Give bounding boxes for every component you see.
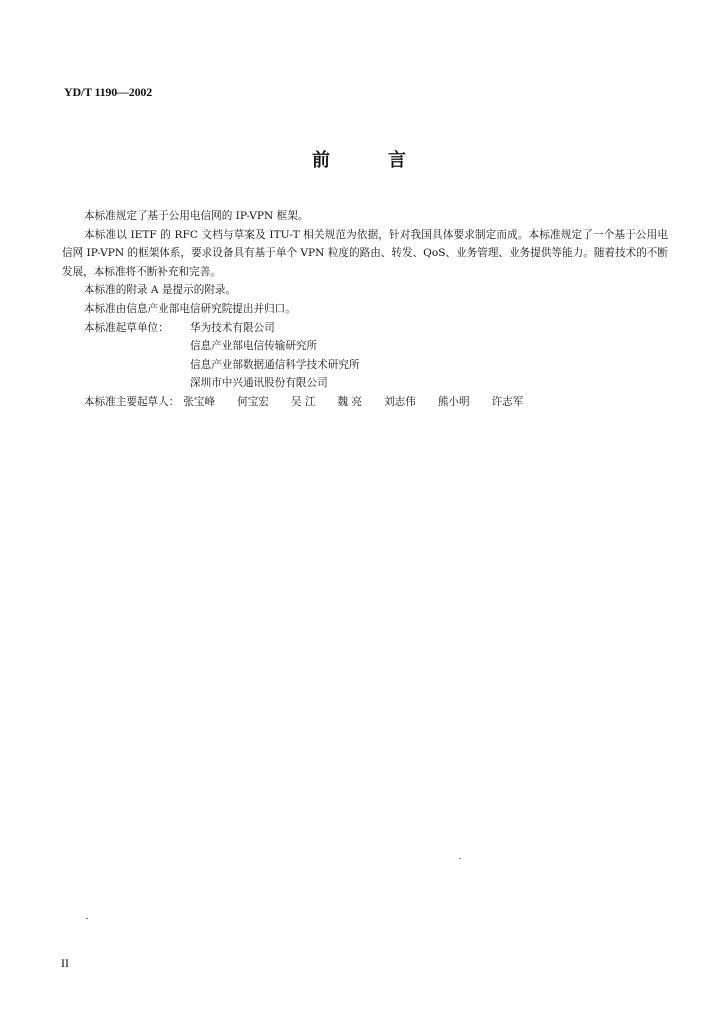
main-drafters-label: 本标准主要起草人： [84,395,180,408]
drafter-name: 张宝峰 [183,395,216,408]
scan-speck [86,918,88,919]
paragraph-scope: 本标准规定了基于公用电信网的 IP-VPN 框架。 [84,210,309,222]
drafter-name: 许志军 [491,395,524,408]
scan-speck [459,858,461,859]
title-char-2: 言 [388,150,406,171]
foreword-body [62,207,668,412]
drafting-unit: 信息产业部电信传输研究所 [190,340,318,353]
paragraph-proposer: 本标准由信息产业部电信研究院提出并归口。 [84,302,296,315]
drafting-units [62,319,668,393]
drafting-unit: 深圳市中兴通讯股份有限公司 [190,377,328,390]
page-number: II [61,956,69,970]
paragraph-basis: 本标准以 IETF 的 RFC 文档与草案及 ITU-T 相关规范为依据，针对我国具体要求制定而成。本标准规定了一个基于公用电信网 IP-VPN 的框架体系，要求设备具有基于单个 VPN 粒度的路由、转发、QoS、业务管理、业务提供等能力。随着技术的不断发展，本标准将不断补充和完善。 [62,228,668,278]
main-drafters [62,393,668,412]
drafter-name: 魏 亮 [337,395,363,408]
drafting-unit: 信息产业部数据通信科学技术研究所 [190,358,360,371]
paragraph-appendix: 本标准的附录 A 是提示的附录。 [84,284,237,297]
page-title [312,146,406,172]
drafter-name: 吴 江 [290,395,316,408]
drafting-units-list [190,319,360,393]
drafting-unit: 华为技术有限公司 [190,321,275,334]
title-char-1: 前 [312,150,330,171]
drafter-name: 刘志伟 [384,395,416,408]
standard-code: YD/T 1190—2002 [64,85,152,99]
drafter-name: 熊小明 [437,395,470,408]
drafting-units-label: 本标准起草单位： [84,321,169,334]
drafter-name: 何宝宏 [237,395,269,408]
